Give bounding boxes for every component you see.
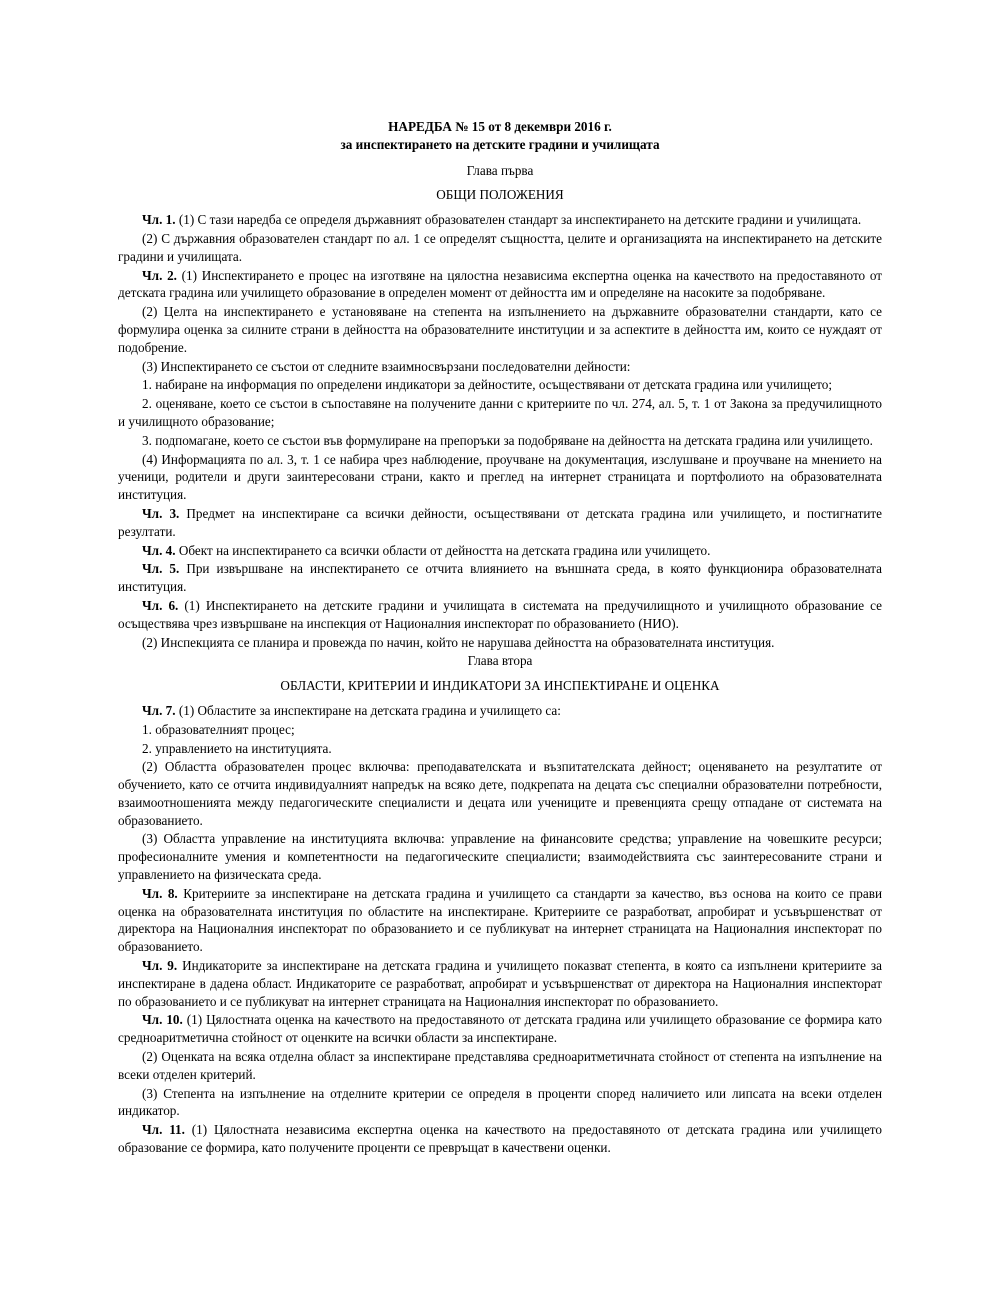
paragraph [118,758,882,829]
article-number: Чл. 5. [142,561,180,577]
paragraph-text: (1) Областите за инспектиране на детската градина и училището са: [175,702,561,718]
paragraph [118,505,882,541]
chapter-1-heading: ОБЩИ ПОЛОЖЕНИЯ [436,187,564,203]
paragraph [118,1121,882,1157]
article-number: Чл. 2. [142,267,177,283]
paragraph-text: (1) С тази наредба се определя държавният образователен стандарт за инспектирането на детските градини и училищата. [175,212,862,228]
article-number: Чл. 1. [142,212,176,228]
article-number: Чл. 8. [142,885,178,901]
article-number: Чл. 7. [142,702,176,718]
paragraph-text: 1. набиране на информация по определени индикатори за дейностите, осъществявани от детската градина или училището; [142,377,833,393]
paragraph-text: (3) Степента на изпълнение на отделните критерии се определя в проценти според наличието или липсата на всеки отделен индикатор. [118,1085,882,1119]
paragraph-text: (2) Оценката на всяка отделна област за инспектиране представлява средноаритметичната стойност от степента на изпълнение на всеки отделен критерий. [118,1049,882,1082]
document-page [118,118,882,1158]
paragraph [118,230,882,266]
paragraph-text: (3) Областта управление на институцията включва: управление на финансовите средства; управление на човешките ресурси; професионалните умения и компетентности на педагогическите специалисти; взаимодействията със заинтересованите страни и управлението на физическата среда. [118,831,882,883]
paragraph [118,721,882,739]
paragraph-text: (2) С държавния образователен стандарт по ал. 1 се определят същността, целите и организацията на инспектирането на детските градини и училищата. [118,230,882,264]
paragraph [118,830,882,883]
paragraph [118,1048,882,1084]
paragraph [118,358,882,376]
paragraph-text: (2) Целта на инспектирането е установяване на степента на изпълнението на държавните образователни стандарти, като се формулира оценка за силните страни в дейността на образователните институции и за аспектите в дейността им, които се нуждаят от подобрение. [118,304,882,355]
paragraph-text: (2) Областта образователен процес включва: преподавателската и възпитателската дейност; оценяването на резултатите от обучението, като се отчита индивидуалният напредък на всяко дете, подкрепата на децата със специални образователни потребности, взаимоотношенията между педагогическите специалисти и децата или учениците и превенцията срещу отпадане от системата на образованието. [118,759,882,828]
paragraph [118,542,882,560]
document-subtitle: за инспектирането на детските градини и училищата [340,136,660,152]
paragraph-text: 3. подпомагане, което се състои във формулиране на препоръки за подобряване на дейността на детската градина или училището. [142,432,873,448]
chapter-1-label: Глава първа [466,162,534,178]
paragraph [118,267,882,303]
paragraph-text: (2) Инспекцията се планира и провежда по начин, който не нарушава дейността на образователната институция. [142,634,775,650]
paragraph-text: (3) Инспектирането се състои от следните взаимносвързани последователни дейности: [142,358,631,374]
paragraph [118,395,882,431]
article-number: Чл. 11. [142,1122,185,1138]
chapter-2-heading: ОБЛАСТИ, КРИТЕРИИ И ИНДИКАТОРИ ЗА ИНСПЕКТИРАНЕ И ОЦЕНКА [280,678,720,694]
article-number: Чл. 3. [142,505,180,521]
paragraph [118,303,882,356]
paragraph-text: Обект на инспектирането са всички области от дейността на детската градина или училището. [175,542,711,558]
document-title: НАРЕДБА № 15 от 8 декември 2016 г. [388,119,612,134]
paragraph-text: 2. оценяване, което се състои в съпоставяне на получените данни с критериите по чл. 274, ал. 5, т. 1 от Закона за предучилищното и училищното образование; [118,396,882,429]
paragraph-text: (1) Инспектирането е процес на изготвяне на цялостна независима експертна оценка на качеството на предоставяното от детската градина или училището образование в определен момент от дейността им и определяне на насоките за подобряване. [118,267,883,301]
paragraph-text: (1) Цялостната оценка на качеството на предоставяното от детската градина или училището образование се формира като средноаритметична стойност от оценките на всички области за инспектиране. [118,1012,883,1046]
paragraph [118,451,882,504]
paragraph [118,376,882,394]
article-number: Чл. 9. [142,958,178,974]
paragraph-text: (1) Инспектирането на детските градини и училищата в системата на предучилищното и училищното образование се осъществява чрез извършване на инспекция от Националния инспекторат по образованието (НИО). [118,597,882,631]
article-number: Чл. 6. [142,597,179,613]
paragraph [118,634,882,652]
paragraph [118,1085,882,1121]
paragraph [118,597,882,633]
paragraph-text: Критериите за инспектиране на детската градина и училището са стандарти за качество, въз основа на които се прави оценка на образователната институция по областите на инспектиране. Критериите се разработват, апробират и усъвършенстват от директора на Националния инспекторат по образованието и се публикуват на интернет страницата на Националния инспекторат по образованието. [118,885,883,955]
article-number: Чл. 4. [142,542,176,558]
paragraph [118,211,882,229]
paragraph-text: 1. образователният процес; [142,721,295,737]
paragraph-text: При извършване на инспектирането се отчита влиянието на външната среда, в която функционира образователната институция. [118,561,883,595]
paragraph [118,1011,882,1047]
paragraph-text: Индикаторите за инспектиране на детската градина и училището показват степента, в която са изпълнени критериите за инспектиране в дадена област. Индикаторите се разработват, апробират и усъвършенстват от директора на Националния инспекторат по образованието и се публикуват на интернет страницата на Националния инспекторат по образованието. [118,958,882,1009]
paragraph [118,885,882,956]
paragraph-text: (1) Цялостната независима експертна оценка на качеството на предоставяното от детската градина или училището образование се формира, като получените проценти се превръщат в качествени оценки. [118,1122,882,1156]
paragraph [118,740,882,758]
paragraph [118,560,882,596]
article-number: Чл. 10. [142,1012,183,1028]
chapter-2-label: Глава втора [467,653,533,669]
paragraph [118,957,882,1010]
paragraph [118,432,882,450]
paragraph-text: (4) Информацията по ал. 3, т. 1 се набира чрез наблюдение, проучване на документация, изслушване и проучване на мнението на ученици, родители и други заинтересовани страни, както и преглед на интернет страницата и портфолиото на образователната институция. [118,451,882,503]
paragraph [118,702,882,720]
paragraph-text: Предмет на инспектиране са всички дейности, осъществявани от детската градина или училището, и постигнатите резултати. [118,505,883,539]
paragraph-text: 2. управлението на институцията. [142,740,332,756]
